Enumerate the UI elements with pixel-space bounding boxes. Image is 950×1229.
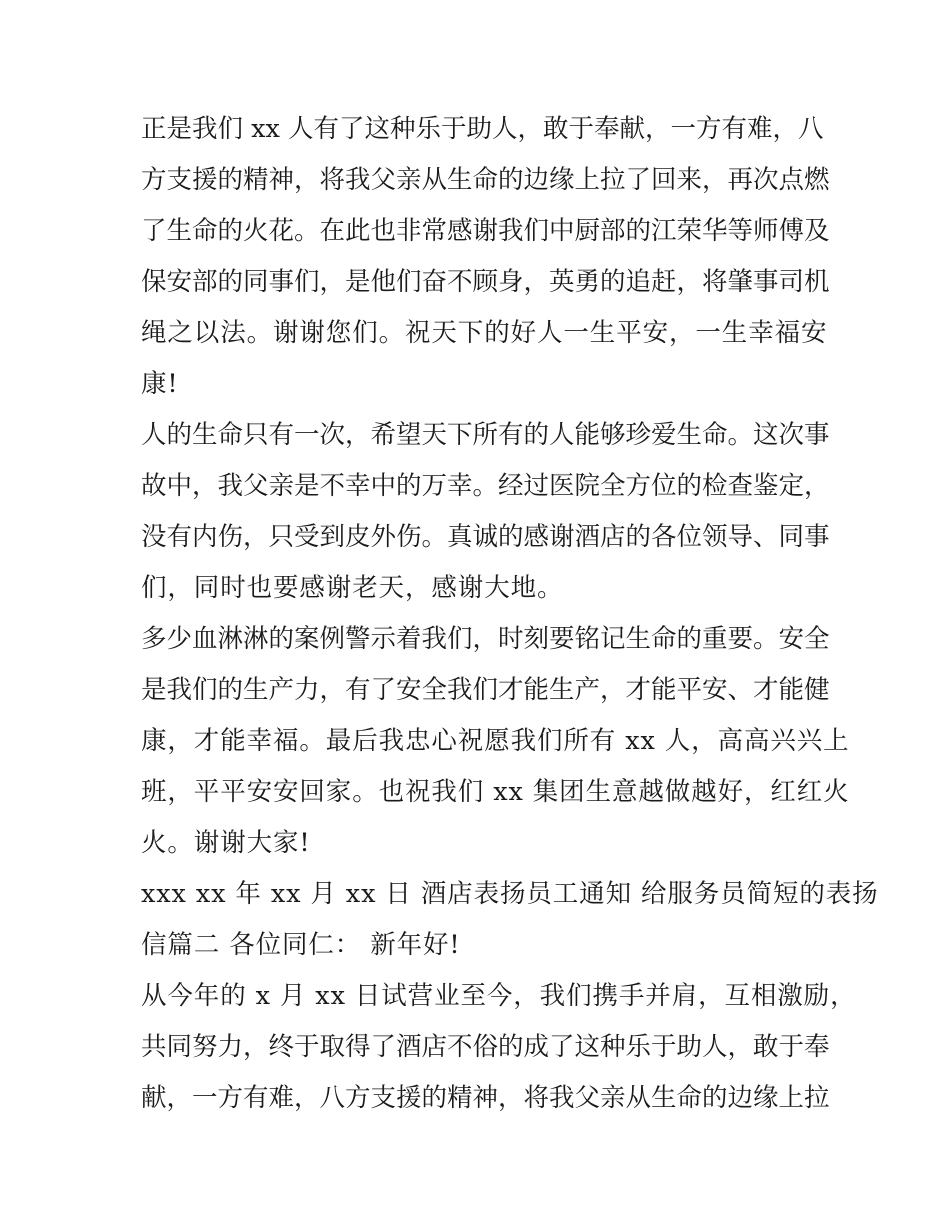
text-line: 多少血淋淋的案例警示着我们，时刻要铭记生命的重要。安全 bbox=[141, 624, 830, 654]
paragraph-thanks-colleagues bbox=[141, 104, 830, 410]
text-line: 火。谢谢大家! bbox=[141, 828, 311, 858]
text-line: 信篇二 各位同仁： 新年好! bbox=[141, 930, 461, 960]
text-line: 是我们的生产力，有了安全我们才能生产，才能平安、才能健 bbox=[141, 675, 830, 705]
text-line: 们，同时也要感谢老天，感谢大地。 bbox=[141, 573, 564, 603]
text-line: 方支援的精神，将我父亲从生命的边缘上拉了回来，再次点燃 bbox=[141, 165, 830, 195]
text-line: 没有内伤，只受到皮外伤。真诚的感谢酒店的各位领导、同事 bbox=[141, 522, 830, 552]
text-line: 从今年的 x 月 xx 日试营业至今，我们携手并肩，互相激励， bbox=[141, 981, 857, 1011]
text-line: 正是我们 xx 人有了这种乐于助人，敢于奉献，一方有难，八 bbox=[141, 114, 824, 144]
text-line: 班，平平安安回家。也祝我们 xx 集团生意越做越好，红红火 bbox=[141, 777, 850, 807]
paragraph-trial-operation bbox=[141, 971, 857, 1124]
text-line: 保安部的同事们，是他们奋不顾身，英勇的追赶，将肇事司机 bbox=[141, 267, 830, 297]
paragraph-safety bbox=[141, 614, 850, 869]
document-body bbox=[141, 104, 879, 1124]
text-line: 康，才能幸福。最后我忠心祝愿我们所有 xx 人，高高兴兴上 bbox=[141, 726, 850, 756]
paragraph-heading-letter-two bbox=[141, 869, 879, 971]
text-line: 故中，我父亲是不幸中的万幸。经过医院全方位的检查鉴定， bbox=[141, 471, 830, 501]
text-line: 了生命的火花。在此也非常感谢我们中厨部的江荣华等师傅及 bbox=[141, 216, 830, 246]
text-line: 康! bbox=[141, 369, 179, 399]
text-line: 共同努力，终于取得了酒店不俗的成了这种乐于助人，敢于奉 bbox=[141, 1032, 830, 1062]
paragraph-cherish-life bbox=[141, 410, 830, 614]
text-line: xxx xx 年 xx 月 xx 日 酒店表扬员工通知 给服务员简短的表扬 bbox=[141, 879, 879, 909]
text-line: 人的生命只有一次，希望天下所有的人能够珍爱生命。这次事 bbox=[141, 420, 830, 450]
text-line: 绳之以法。谢谢您们。祝天下的好人一生平安，一生幸福安 bbox=[141, 318, 828, 348]
text-line: 献，一方有难，八方支援的精神，将我父亲从生命的边缘上拉 bbox=[141, 1083, 830, 1113]
